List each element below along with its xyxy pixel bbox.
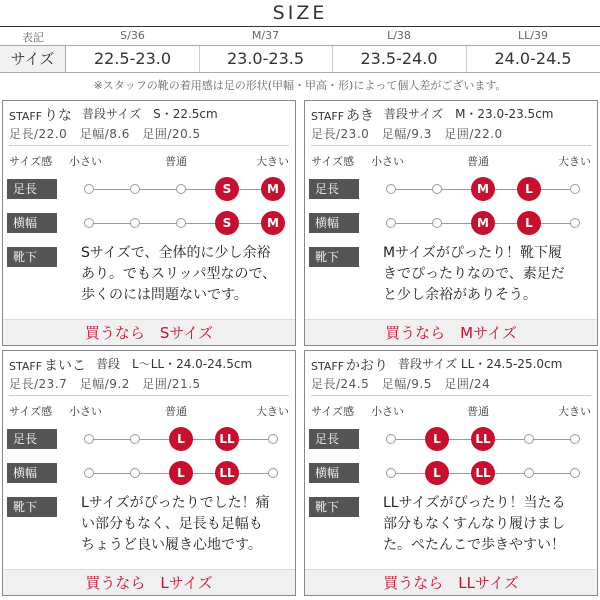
foot-measurements: 足長/22.0 足幅/8.6 足囲/20.5 — [9, 127, 201, 141]
staff-header — [311, 355, 591, 373]
size-col-label-l: L/38 — [387, 29, 411, 42]
scale-large-label: 大きい — [256, 155, 289, 168]
scale-small-label: 小さい — [371, 405, 404, 418]
staff-comment — [81, 243, 287, 306]
scale-normal-label: 普通 — [467, 155, 489, 168]
staff-comment — [81, 493, 287, 556]
comment-line: Lサイズがぴったりでした！痛 — [81, 495, 270, 511]
panel-divider — [9, 395, 289, 396]
comment-line: Sサイズで、全体的に少し余裕 — [81, 245, 271, 261]
staff-tag: STAFF — [311, 360, 345, 373]
comment-line: ちょうど良い履き心地です。 — [81, 537, 262, 553]
usual-size: 普段サイズ S・22.5cm — [82, 107, 218, 121]
usual-size: 普段 L〜LL・24.0-24.5cm — [96, 357, 253, 371]
recommendation: 買うなら Lサイズ — [3, 569, 295, 595]
scale-header — [9, 153, 289, 167]
comment-line: い部分もなく、足長も足幅も — [81, 516, 263, 532]
fit-marker: S — [215, 211, 239, 235]
staff-review-panel — [2, 100, 296, 346]
foot-measurements: 足長/23.7 足幅/9.2 足囲/21.5 — [9, 377, 201, 391]
usual-size: 普段サイズ M・23.0-23.5cm — [384, 107, 554, 121]
staff-comment — [383, 493, 589, 556]
fit-marker: M — [261, 177, 285, 201]
fit-marker: L — [517, 177, 541, 201]
scale-point — [84, 468, 94, 478]
staff-name: かおり — [346, 358, 389, 374]
scale-point — [524, 434, 534, 444]
row-label-width: 横幅 — [7, 213, 57, 233]
scale-point — [386, 218, 396, 228]
staff-name: りな — [44, 108, 73, 124]
recommendation: 買うなら Mサイズ — [305, 319, 597, 345]
staff-review-panel — [304, 350, 598, 596]
recommendation: 買うなら LLサイズ — [305, 569, 597, 595]
scale-point — [84, 434, 94, 444]
staff-name: あき — [346, 108, 375, 124]
row-label-socks: 靴下 — [309, 497, 359, 517]
fit-marker: L — [517, 211, 541, 235]
comment-line: と少し余裕がありそう。 — [383, 287, 537, 303]
panel-divider — [9, 145, 289, 146]
staff-header — [9, 105, 289, 123]
size-value-l: 23.5-24.0 — [360, 49, 438, 68]
scale-large-label: 大きい — [558, 405, 591, 418]
scale-point — [386, 468, 396, 478]
size-value-m: 23.0-23.5 — [226, 49, 305, 68]
fit-marker: LL — [215, 461, 239, 485]
scale-small-label: 小さい — [69, 155, 102, 168]
scale-point — [130, 434, 140, 444]
staff-tag: STAFF — [9, 360, 43, 373]
staff-comment — [383, 243, 589, 306]
comment-line: 歩くのには問題ないです。 — [81, 287, 248, 303]
scale-header — [311, 153, 591, 167]
scale-point — [176, 184, 186, 194]
scale-section-label: サイズ感 — [9, 155, 53, 168]
comment-line: あり。でもスリッパ型なので、 — [81, 266, 277, 282]
comment-line: た。ぺたんこで歩きやすい！ — [383, 537, 565, 553]
comment-line: 部分もなくすんなり履けまし — [383, 516, 565, 532]
row-label-width: 横幅 — [309, 463, 359, 483]
staff-review-panel — [304, 100, 598, 346]
row-label-socks: 靴下 — [7, 247, 57, 267]
scale-header — [9, 403, 289, 417]
scale-point — [176, 218, 186, 228]
size-col-label-m: M/37 — [251, 29, 280, 42]
comment-line: Mサイズがぴったり！靴下履 — [383, 245, 562, 261]
scale-point — [570, 434, 580, 444]
row-label-length: 足長 — [309, 179, 359, 199]
size-col-label-s: S/36 — [120, 29, 145, 42]
scale-normal-label: 普通 — [165, 405, 187, 418]
scale-point — [386, 184, 396, 194]
scale-small-label: 小さい — [371, 155, 404, 168]
fit-marker: S — [215, 177, 239, 201]
scale-normal-label: 普通 — [467, 405, 489, 418]
scale-normal-label: 普通 — [165, 155, 187, 168]
row-label-width: 横幅 — [309, 213, 359, 233]
size-col-label-ll: LL/39 — [518, 29, 548, 42]
panel-divider — [311, 145, 591, 146]
comment-line: LLサイズがぴったり！当たる — [383, 495, 566, 511]
size-header-label: 表記 — [22, 31, 44, 44]
scale-point — [268, 434, 278, 444]
fit-marker: L — [425, 427, 449, 451]
staff-tag: STAFF — [9, 110, 43, 123]
scale-section-label: サイズ感 — [311, 405, 355, 418]
fit-marker: L — [169, 461, 193, 485]
foot-measurements: 足長/24.5 足幅/9.5 足囲/24 — [311, 377, 491, 391]
scale-large-label: 大きい — [558, 155, 591, 168]
foot-measurements: 足長/23.0 足幅/9.3 足囲/22.0 — [311, 127, 503, 141]
scale-point — [84, 218, 94, 228]
scale-point — [84, 184, 94, 194]
scale-point — [386, 434, 396, 444]
row-label-socks: 靴下 — [309, 247, 359, 267]
scale-section-label: サイズ感 — [9, 405, 53, 418]
scale-point — [570, 218, 580, 228]
scale-large-label: 大きい — [256, 405, 289, 418]
size-table-header — [0, 29, 600, 45]
scale-point — [130, 218, 140, 228]
comment-line: きでぴったりなので、素足だ — [383, 266, 565, 282]
fit-marker: M — [471, 177, 495, 201]
fit-marker: LL — [471, 461, 495, 485]
row-label-width: 横幅 — [7, 463, 57, 483]
row-label-length: 足長 — [7, 429, 57, 449]
row-label-length: 足長 — [309, 429, 359, 449]
usual-size: 普段サイズ LL・24.5-25.0cm — [398, 357, 563, 371]
scale-point — [130, 184, 140, 194]
fit-marker: L — [425, 461, 449, 485]
row-label-socks: 靴下 — [7, 497, 57, 517]
size-value-ll: 24.0-24.5 — [494, 49, 572, 68]
staff-header — [9, 355, 289, 373]
scale-point — [570, 184, 580, 194]
fit-marker: LL — [215, 427, 239, 451]
scale-point — [130, 468, 140, 478]
title-divider — [0, 26, 600, 27]
scale-point — [524, 468, 534, 478]
fit-marker: M — [471, 211, 495, 235]
fit-marker: M — [261, 211, 285, 235]
staff-tag: STAFF — [311, 110, 345, 123]
page-title: SIZE — [272, 2, 328, 24]
size-table-row — [0, 45, 600, 73]
fit-marker: L — [169, 427, 193, 451]
scale-point — [570, 468, 580, 478]
scale-section-label: サイズ感 — [311, 155, 355, 168]
staff-header — [311, 105, 591, 123]
recommendation: 買うなら Sサイズ — [3, 319, 295, 345]
fit-note: ※スタッフの靴の着用感は足の形状(甲幅・甲高・形)によって個人差がございます。 — [93, 79, 507, 92]
size-row-label: サイズ — [0, 46, 66, 72]
scale-small-label: 小さい — [69, 405, 102, 418]
row-label-length: 足長 — [7, 179, 57, 199]
size-value-s: 22.5-23.0 — [93, 49, 172, 68]
scale-point — [268, 468, 278, 478]
scale-point — [432, 218, 442, 228]
scale-header — [311, 403, 591, 417]
fit-marker: LL — [471, 427, 495, 451]
panel-divider — [311, 395, 591, 396]
staff-review-panel — [2, 350, 296, 596]
scale-point — [432, 184, 442, 194]
staff-name: まいこ — [44, 358, 87, 374]
